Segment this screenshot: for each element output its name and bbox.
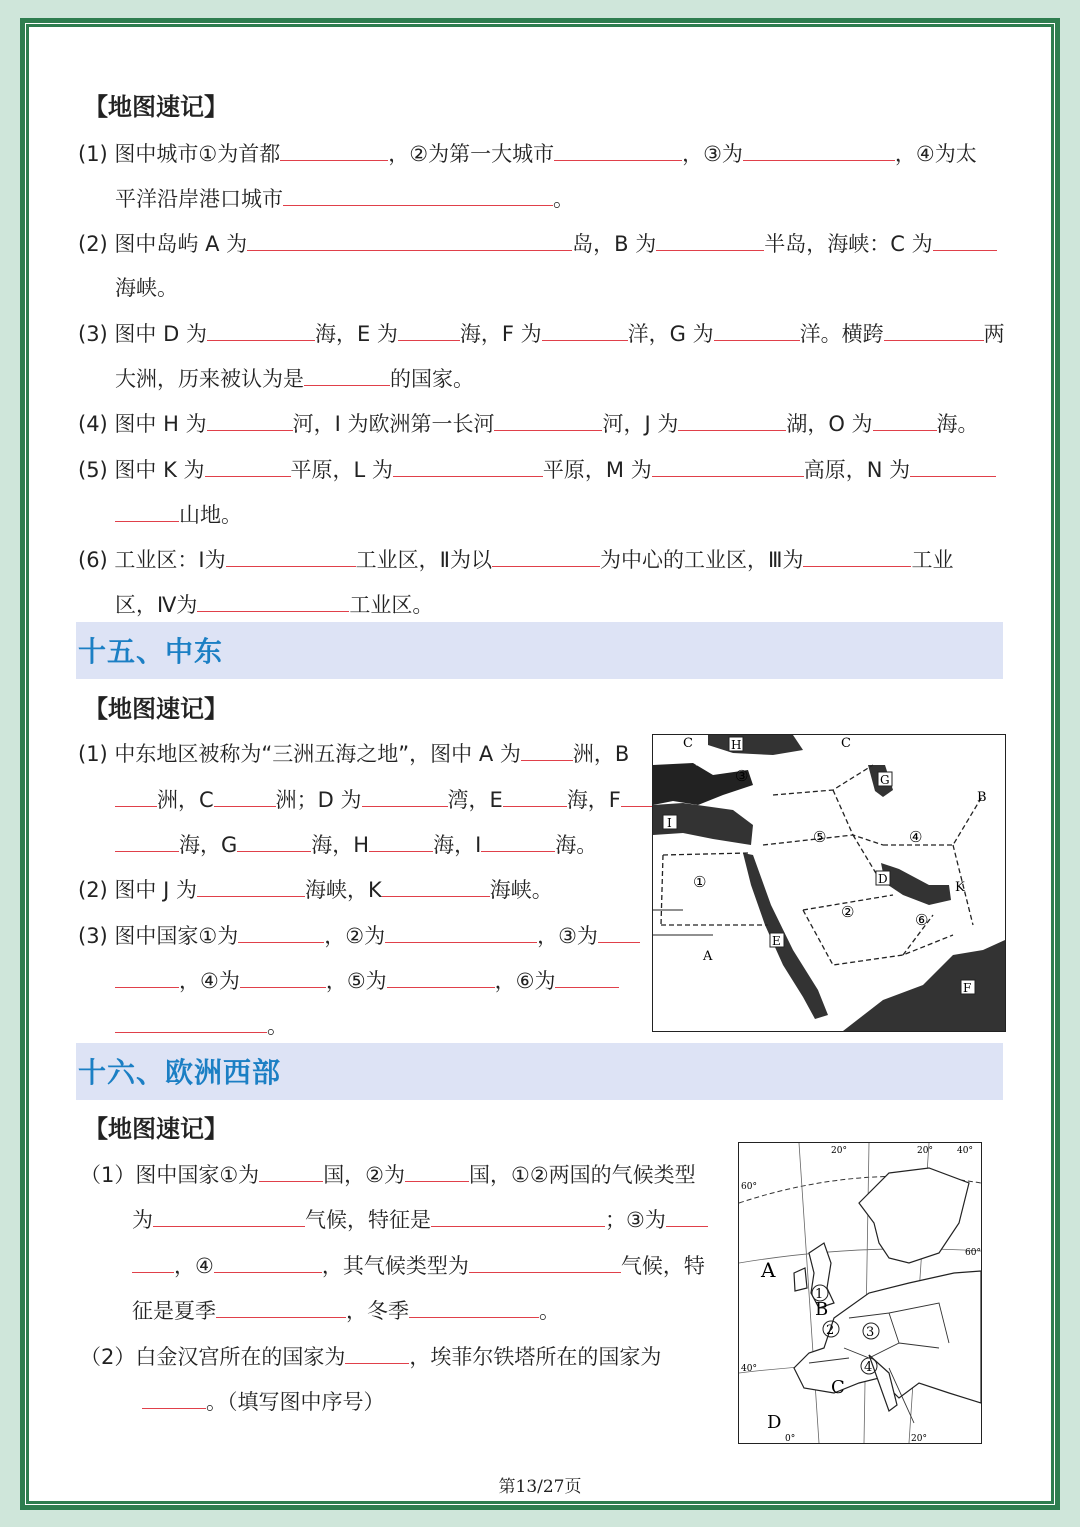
page-number: 第13/27页 [498,1477,582,1497]
lat-40-left: 40° [741,1364,757,1374]
map-memo-heading: 【地图速记】 [84,1115,228,1143]
arabian-sea-shape [843,940,1005,1031]
map-label-5: ⑤ [813,828,827,846]
map-memo-heading: 【地图速记】 [84,93,228,121]
section-16-title: 十六、欧洲西部 [78,1056,282,1089]
question-2-line-2: 海峡。 [115,276,178,300]
lon-40-top: 40° [957,1146,973,1156]
question-1-line-2: 平洋沿岸港口城市 。 [115,183,574,214]
middle-east-map-drawing [653,735,1005,1031]
map-grid-lines [653,910,713,935]
black-sea-shape [708,735,803,755]
eu-question-1-line-1: （1）图中国家①为 国，②为 国，①②两国的气候类型 [80,1159,696,1190]
middle-east-map [652,734,1006,1032]
map-label-d: D [878,872,888,886]
eu-question-2-line-1: （2）白金汉宫所在的国家为 ，埃菲尔铁塔所在的国家为 [80,1341,661,1372]
map-label-3: 3 [866,1325,875,1340]
lon-20b-top: 20° [917,1146,933,1156]
lon-20-bottom: 20° [911,1434,927,1443]
eu-question-1-line-4: 征是夏季 ，冬季 。 [132,1295,560,1326]
question-4-line-1: (4) 图中 H 为 河，I 为欧洲第一长河 河，J 为 湖，O 为 海。 [78,408,979,439]
me-question-1-line-2: 洲，C 洲；D 为 湾，E 海，F [115,784,663,815]
question-6-line-2: 区，Ⅳ为 工业区。 [115,589,433,620]
persian-gulf-shape [881,863,951,905]
lon-0-bottom: 0° [785,1434,796,1443]
map-label-d: D [767,1412,782,1433]
lat-60-right: 60° [965,1248,981,1258]
question-3-line-2: 大洲，历来被认为是 的国家。 [115,363,474,394]
question-1-line-1: (1) 图中城市①为首都 ，②为第一大城市 ，③为 ，④为太 [78,138,977,169]
map-label-4: 4 [864,1360,873,1375]
map-label-b: B [815,1299,829,1320]
map-label-e: E [772,934,781,948]
map-label-f: F [963,981,972,995]
me-question-3-line-3: 。 [115,1010,288,1041]
map-label-c-right: C [841,736,851,751]
me-question-1-line-3: 海，G 海，H 海，I 海。 [115,829,597,860]
west-europe-map [738,1142,982,1444]
lon-20-top: 20° [831,1146,847,1156]
ireland-outline [794,1268,807,1291]
question-2-line-1: (2) 图中岛屿 A 为 岛，B 为 半岛，海峡：C 为 [78,228,997,259]
map-label-b: B [977,790,987,805]
eu-question-1-line-3: ，④ ，其气候类型为 气候，特 [132,1250,705,1281]
map-label-h: H [731,738,742,752]
me-question-2-line-1: (2) 图中 J 为 海峡，K 海峡。 [78,874,553,905]
question-5-line-1: (5) 图中 K 为 平原，L 为 平原，M 为 高原，N 为 [78,454,996,485]
west-europe-map-drawing [739,1143,981,1443]
section-15-title: 十五、中东 [78,635,224,668]
me-question-3-line-1: (3) 图中国家①为 ，②为 ，③为 [78,920,640,951]
map-label-i: I [667,816,672,830]
map-label-c: C [831,1377,845,1398]
scandinavia-outline [859,1168,969,1263]
map-label-c-left: C [683,736,693,751]
map-label-k: K [955,880,965,895]
question-3-line-1: (3) 图中 D 为 海，E 为 海，F 为 洋，G 为 洋。横跨 两 [78,318,1005,349]
eu-question-1-line-2: 为 气候，特征是 ；③为 [132,1204,708,1235]
map-label-6: ⑥ [915,911,929,929]
map-label-g: G [880,773,890,787]
eu-question-2-line-2: 。（填写图中序号） [142,1386,385,1417]
map-memo-heading: 【地图速记】 [84,695,228,723]
map-label-j: J [697,752,703,767]
me-question-3-line-2: ，④为 ，⑤为 ，⑥为 [115,965,619,996]
question-6-line-1: (6) 工业区：Ⅰ为 工业区，Ⅱ为以 为中心的工业区，Ⅲ为 工业 [78,544,953,575]
map-label-1: ① [693,873,707,891]
map-label-2: 2 [826,1323,835,1338]
map-label-3: ③ [735,767,749,785]
map-label-4: ④ [909,828,923,846]
map-label-1: 1 [815,1287,824,1302]
map-label-a: A [703,949,713,964]
lat-60-left: 60° [741,1182,757,1192]
section-15-title-band [76,622,1003,679]
me-question-1-line-1: (1) 中东地区被称为“三洲五海之地”，图中 A 为 洲，B [78,738,629,769]
red-sea-shape [743,853,828,1019]
map-label-2: ② [841,903,855,921]
section-16-title-band [76,1043,1003,1100]
question-5-line-2: 山地。 [115,499,242,530]
map-label-a: A [761,1258,776,1282]
